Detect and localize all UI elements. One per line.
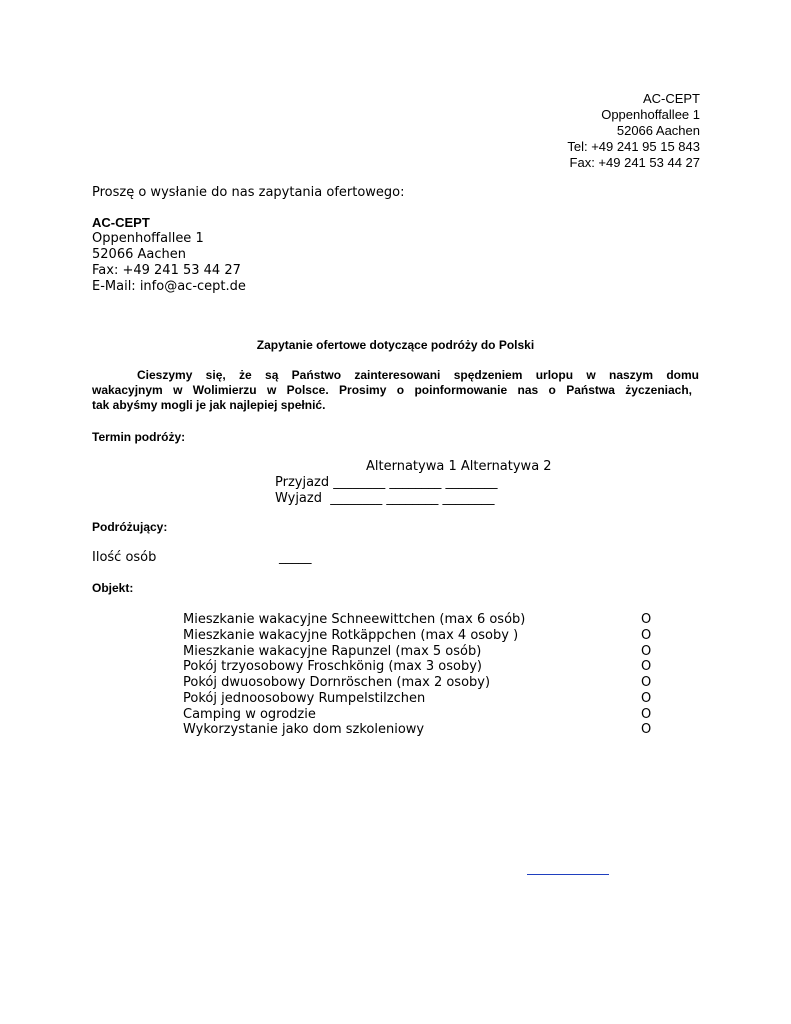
sender-name: AC-CEPT: [642, 91, 700, 106]
recipient-email: E-Mail: info@ac-cept.de: [92, 279, 246, 294]
object-options-list: [183, 612, 653, 738]
sender-street: Oppenhoffallee 1: [601, 107, 700, 122]
object-option-name: Camping w ogrodzie: [183, 706, 316, 722]
sender-city: 52066 Aachen: [616, 123, 700, 138]
departure-row[interactable]: Wyjazd ________ ________ ________: [275, 491, 495, 506]
option-checkbox[interactable]: O: [641, 722, 652, 738]
alternatives-header: Alternatywa 1 Alternatywa 2: [366, 459, 552, 474]
option-checkbox[interactable]: O: [641, 690, 652, 706]
object-option-name: Mieszkanie wakacyjne Schneewittchen (max 6 osób): [183, 612, 526, 627]
option-checkbox[interactable]: O: [641, 659, 652, 675]
object-option[interactable]: [183, 628, 653, 644]
recipient-fax: Fax: +49 241 53 44 27: [92, 263, 241, 278]
option-checkbox[interactable]: O: [641, 675, 652, 690]
object-option-name: Mieszkanie wakacyjne Rotkäppchen (max 4 osoby ): [183, 627, 519, 643]
recipient-address: [92, 215, 246, 295]
object-option[interactable]: [183, 675, 653, 691]
intro-text: Proszę o wysłanie do nas zapytania ofertowego:: [92, 185, 405, 200]
option-checkbox[interactable]: O: [641, 612, 652, 627]
person-count-field[interactable]: _____: [279, 550, 312, 565]
recipient-name: AC-CEPT: [92, 215, 150, 230]
object-option[interactable]: [183, 691, 653, 707]
sender-phone: Tel: +49 241 95 15 843: [567, 139, 700, 154]
paragraph-line: tak abyśmy mogli je jak najlepiej spełnić.: [92, 398, 326, 412]
object-option-name: Pokój jednoosobowy Rumpelstilzchen: [183, 690, 426, 706]
object-option-name: Pokój dwuosobowy Dornröschen (max 2 osoby): [183, 675, 491, 690]
recipient-street: Oppenhoffallee 1: [92, 231, 204, 246]
object-option[interactable]: [183, 644, 653, 660]
option-checkbox[interactable]: O: [641, 643, 652, 659]
sender-fax: Fax: +49 241 53 44 27: [569, 155, 700, 170]
object-option[interactable]: [183, 707, 653, 723]
intro-paragraph: [92, 368, 699, 413]
person-count-label: Ilość osób: [92, 550, 157, 565]
hyperlink-underline[interactable]: [527, 874, 609, 875]
object-option-name: Pokój trzyosobowy Froschkönig (max 3 osoby): [183, 659, 482, 675]
object-option-name: Wykorzystanie jako dom szkoleniowy: [183, 722, 425, 738]
travellers-label: Podróżujący:: [92, 520, 168, 534]
object-option[interactable]: [183, 612, 653, 628]
object-option-name: Mieszkanie wakacyjne Rapunzel (max 5 osób): [183, 643, 482, 659]
object-option[interactable]: [183, 659, 653, 675]
arrival-row[interactable]: Przyjazd ________ ________ ________: [275, 475, 498, 490]
paragraph-line: wakacyjnym w Wolimierzu w Polsce. Prosimy o poinformowanie nas o Państwa życzeniach,: [92, 383, 692, 397]
letter-subject: Zapytanie ofertowe dotyczące podróży do Polski: [256, 338, 535, 352]
paragraph-line: Cieszymy się, że są Państwo zainteresowani spędzeniem urlopu w naszym domu: [137, 368, 699, 382]
object-label: Objekt:: [92, 581, 134, 595]
recipient-city: 52066 Aachen: [92, 247, 186, 262]
sender-address: [567, 91, 700, 171]
travel-date-label: Termin podróży:: [92, 430, 186, 444]
option-checkbox[interactable]: O: [641, 627, 652, 643]
option-checkbox[interactable]: O: [641, 706, 652, 722]
object-option[interactable]: [183, 722, 653, 738]
